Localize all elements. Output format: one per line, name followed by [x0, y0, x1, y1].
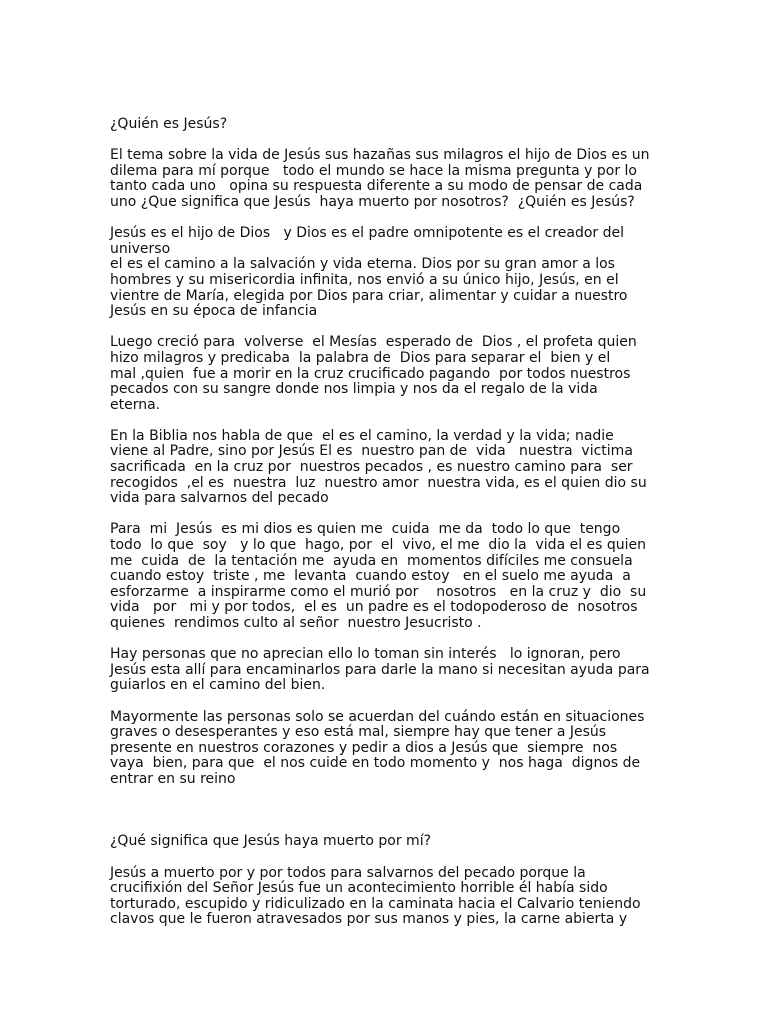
text-line: Jesús en su época de infancia — [110, 303, 318, 320]
text-line: Mayormente las personas solo se acuerdan del cuándo están en situaciones — [110, 708, 645, 725]
text-line: viene al Padre, sino por Jesús El es nuestro pan de vida nuestra victima — [110, 443, 633, 460]
text-line: vientre de María, elegida por Dios para criar, alimentar y cuidar a nuestro — [110, 287, 628, 304]
text-line: entrar en su reino — [110, 770, 236, 787]
text-line: el es el camino a la salvación y vida eterna. Dios por su gran amor a los — [110, 256, 615, 273]
text-line: esforzarme a inspirarme como el murió por nosotros en la cruz y dio su — [110, 583, 647, 600]
text-line: todo lo que soy y lo que hago, por el vivo, el me dio la vida el es quien — [110, 537, 647, 554]
text-line: universo — [110, 240, 171, 257]
text-line: mal ,quien fue a morir en la cruz crucificado pagando por todos nuestros — [110, 365, 631, 382]
text-line: En la Biblia nos habla de que el es el camino, la verdad y la vida; nadie — [110, 427, 614, 444]
paragraph-bible — [110, 429, 670, 507]
document-title: ¿Quién es Jesús? — [110, 116, 228, 132]
text-line: torturado, escupido y ridiculizado en la caminata hacia el Calvario teniendo — [110, 895, 641, 912]
text-line: Luego creció para volverse el Mesías esperado de Dios , el profeta quien — [110, 334, 637, 351]
paragraph-people — [110, 647, 670, 694]
text-line: quienes rendimos culto al señor nuestro Jesucristo . — [110, 615, 482, 631]
text-line: sacrificada en la cruz por nuestros pecados , es nuestro camino para ser — [110, 459, 633, 476]
blank-space — [110, 803, 670, 834]
document-page — [110, 117, 670, 943]
paragraph-intro — [110, 148, 670, 210]
paragraph-death — [110, 866, 670, 928]
text-line: Jesús a muerto por y por todos para salvarnos del pecado porque la — [110, 864, 586, 881]
text-line: cuando estoy triste , me levanta cuando estoy en el suelo me ayuda a — [110, 568, 631, 585]
text-line: dilema para mí porque todo el mundo se hace la misma pregunta y por lo — [110, 162, 637, 179]
text-line: El tema sobre la vida de Jesús sus hazañas sus milagros el hijo de Dios es un — [110, 147, 650, 164]
text-line: guiarlos en el camino del bien. — [110, 677, 326, 694]
text-line: hombres y su misericordia infinita, nos envió a su único hijo, Jesús, en el — [110, 271, 619, 288]
paragraph-son-of-god — [110, 226, 670, 320]
text-line: pecados con su sangre donde nos limpia y nos da el regalo de la vida — [110, 381, 598, 398]
text-line: presente en nuestros corazones y pedir a dios a Jesús que siempre nos — [110, 739, 618, 756]
text-line: graves o desesperantes y eso está mal, siempre hay que tener a Jesús — [110, 724, 607, 741]
text-line: Jesús es el hijo de Dios y Dios es el padre omnipotente es el creador del — [110, 225, 624, 242]
text-line: Hay personas que no aprecian ello lo toman sin interés lo ignoran, pero — [110, 646, 621, 663]
paragraph-mostly — [110, 710, 670, 788]
text-line: vaya bien, para que el nos cuide en todo momento y nos haga dignos de — [110, 755, 641, 772]
text-line: vida para salvarnos del pecado — [110, 490, 329, 507]
text-line: crucifixión del Señor Jesús fue un acontecimiento horrible él había sido — [110, 880, 608, 897]
paragraph-for-me — [110, 522, 670, 631]
text-line: Jesús esta allí para encaminarlos para darle la mano si necesitan ayuda para — [110, 661, 650, 678]
text-line: vida por mi y por todos, el es un padre es el todopoderoso de nosotros — [110, 599, 638, 616]
text-line: hizo milagros y predicaba la palabra de Dios para separar el bien y el — [110, 349, 611, 366]
paragraph-messiah — [110, 335, 670, 413]
text-line: eterna. — [110, 396, 161, 413]
text-line: clavos que le fueron atravesados por sus manos y pies, la carne abierta y — [110, 911, 628, 928]
text-line: me cuida de la tentación me ayuda en momentos difíciles me consuela — [110, 552, 633, 569]
text-line: recogidos ,el es nuestra luz nuestro amor nuestra vida, es el quien dio su — [110, 474, 647, 491]
text-line: uno ¿Que significa que Jesús haya muerto por nosotros? ¿Quién es Jesús? — [110, 193, 635, 210]
text-line: tanto cada uno opina su respuesta diferente a su modo de pensar de cada — [110, 178, 643, 195]
section-subtitle: ¿Qué significa que Jesús haya muerto por mí? — [110, 833, 432, 850]
text-line: Para mi Jesús es mi dios es quien me cuida me da todo lo que tengo — [110, 521, 621, 538]
